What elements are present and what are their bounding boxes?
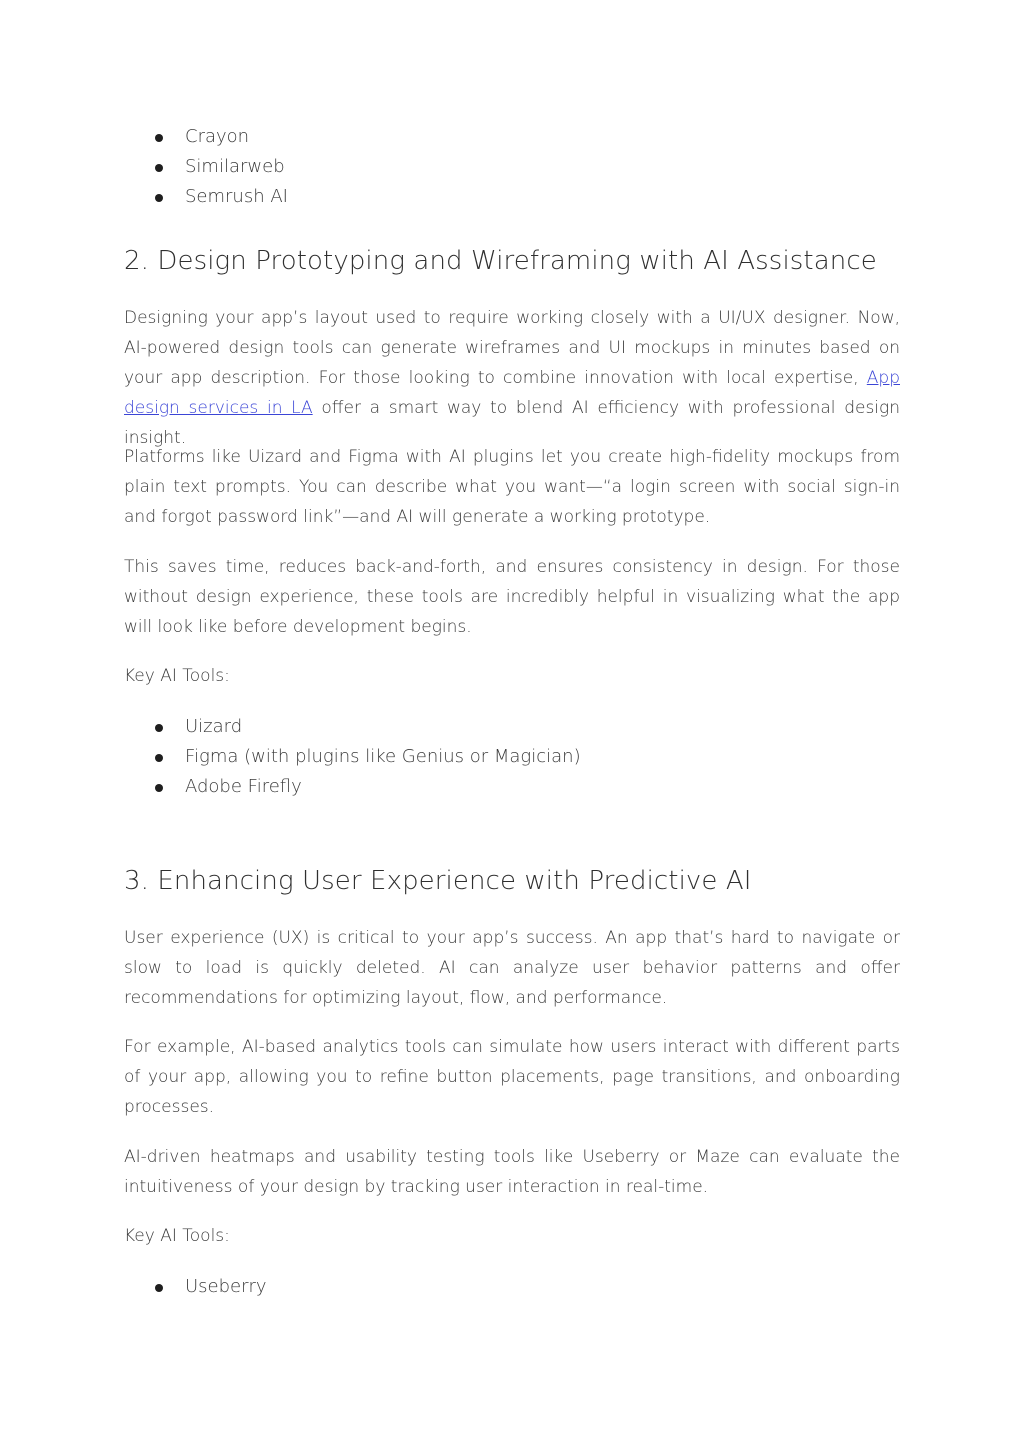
section2-heading: 2. Design Prototyping and Wireframing with AI Assistance — [124, 246, 877, 276]
section2-paragraph-3: This saves time, reduces back-and-forth, and ensures consistency in design. For those without design experience, these tools are incredibly helpful in visualizing what the app will look like before development begins. — [124, 557, 900, 637]
list-item — [124, 1272, 900, 1302]
section2-paragraph-1 — [124, 303, 900, 453]
bullet-icon — [155, 134, 163, 142]
paragraph-text: Designing your app’s layout used to require working closely with a UI/UX designer. Now, AI-powered design tools can generate wireframes and UI mockups in minutes based on your app description. For those looking to combine innovation with local expertise, — [124, 308, 900, 388]
section3-tools-list — [124, 1272, 900, 1302]
list-item — [124, 182, 900, 212]
bullet-icon — [155, 784, 163, 792]
app-design-services-link[interactable]: App design services in LA — [124, 368, 900, 418]
list-item-text: Uizard — [185, 716, 243, 737]
section3-paragraph-1: User experience (UX) is critical to your app’s success. An app that’s hard to navigate or slow to load is quickly deleted. AI can analyze user behavior patterns and offer recommendations for optimizing layout, flow, and performance. — [124, 928, 900, 1008]
bullet-icon — [155, 1284, 163, 1292]
section2-tools-list — [124, 712, 900, 802]
list-item-text: Figma (with plugins like Genius or Magician) — [185, 746, 581, 767]
section3-paragraph-3: AI-driven heatmaps and usability testing tools like Useberry or Maze can evaluate the intuitiveness of your design by tracking user interaction in real-time. — [124, 1147, 900, 1197]
bullet-icon — [155, 194, 163, 202]
list-item — [124, 122, 900, 152]
list-item — [124, 712, 900, 742]
list-item-text: Semrush AI — [185, 186, 288, 207]
list-item — [124, 772, 900, 802]
section2-tools-label: Key AI Tools: — [124, 666, 230, 686]
paragraph-text: offer a smart way to blend AI efficiency with professional design insight. — [124, 398, 900, 448]
section3-heading: 3. Enhancing User Experience with Predictive AI — [124, 866, 752, 896]
list-item-text: Similarweb — [185, 156, 285, 177]
bullet-icon — [155, 724, 163, 732]
list-item-text: Useberry — [185, 1276, 267, 1297]
section3-tools-label: Key AI Tools: — [124, 1226, 230, 1246]
list-item-text: Adobe Firefly — [185, 776, 302, 797]
list-item — [124, 152, 900, 182]
bullet-icon — [155, 164, 163, 172]
section3-paragraph-2: For example, AI-based analytics tools can simulate how users interact with different parts of your app, allowing you to refine button placements, page transitions, and onboarding processes. — [124, 1037, 900, 1117]
section2-paragraph-2: Platforms like Uizard and Figma with AI plugins let you create high-fidelity mockups from plain text prompts. You can describe what you want—“a login screen with social sign-in and forgot password link”—and AI will generate a working prototype. — [124, 447, 900, 527]
list-item-text: Crayon — [185, 126, 250, 147]
list-item — [124, 742, 900, 772]
top-tools-list — [124, 122, 900, 212]
bullet-icon — [155, 754, 163, 762]
